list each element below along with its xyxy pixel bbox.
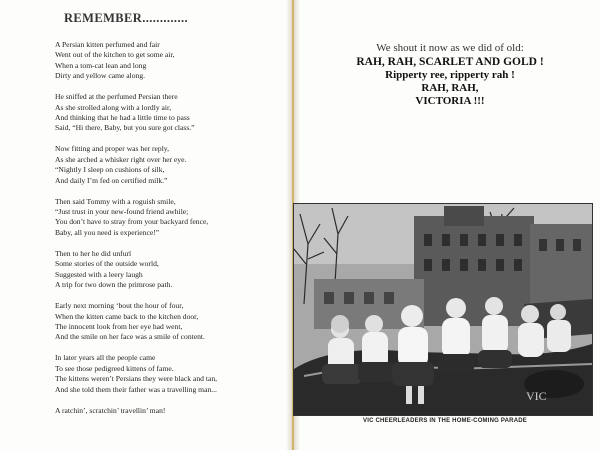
poem-line: To see those pedigreed kittens of fame.: [55, 363, 174, 373]
poem: [55, 40, 283, 427]
poem-line: When a tom-cat lean and long: [55, 60, 147, 70]
poem-line: “Just trust in your new-found friend awhile;: [55, 207, 189, 217]
poem-stanza: [55, 144, 283, 186]
poem-line: Dirty and yellow came along.: [55, 71, 146, 81]
poem-line: A ratchin’, scratchin’ travellin’ man!: [55, 405, 166, 415]
poem-line: When the kitten came back to the kitchen door,: [55, 311, 199, 321]
poem-line: The innocent look from her eye had went,: [55, 321, 183, 331]
photo-caption: VIC CHEERLEADERS IN THE HOME-COMING PARADE: [363, 418, 527, 424]
poem-line: He sniffed at the perfumed Persian there: [55, 92, 178, 102]
poem-line: Baby, all you need is experience!”: [55, 227, 160, 237]
poem-stanza: [55, 301, 283, 343]
poem-stanza: [55, 92, 283, 134]
poem-line: In later years all the people came: [55, 353, 156, 363]
poem-line: Went out of the kitchen to get some air,: [55, 50, 175, 60]
poem-stanza: [55, 40, 283, 82]
cheer-line-3: Ripperty ree, ripperty rah !: [385, 69, 515, 81]
poem-line: Said, “Hi there, Baby, but you sure got class.”: [55, 123, 195, 133]
poem-line: Some stories of the outside world,: [55, 259, 159, 269]
poem-line: And the smile on her face was a smile of content.: [55, 332, 205, 342]
poem-line: And she told them their father was a travelling man...: [55, 384, 217, 394]
cheer-line-2: RAH, RAH, SCARLET AND GOLD !: [356, 56, 544, 68]
cheer-line-1: We shout it now as we did of old:: [376, 42, 524, 54]
poem-line: Suggested with a leery laugh: [55, 269, 143, 279]
poem-line: You don’t have to stray from your backyard fence,: [55, 217, 209, 227]
cheerleaders-photo: [293, 203, 593, 416]
left-page: [0, 0, 286, 450]
poem-line: As she arched a whisker right over her eye.: [55, 154, 187, 164]
cheer-line-4: RAH, RAH,: [421, 82, 479, 94]
poem-title: REMEMBER.............: [64, 11, 189, 25]
school-cheer: [300, 42, 600, 108]
poem-stanza: [55, 406, 283, 416]
poem-line: And daily I’m fed on certified milk.”: [55, 175, 168, 185]
poem-line: A Persian kitten perfumed and fair: [55, 40, 160, 49]
poem-line: Then said Tommy with a roguish smile,: [55, 196, 176, 206]
poem-line: And thinking that he had a little time to pass: [55, 113, 190, 123]
poem-stanza: [55, 353, 283, 395]
poem-stanza: [55, 249, 283, 291]
poem-stanza: [55, 197, 283, 239]
poem-line: As she strolled along with a lordly air,: [55, 102, 172, 112]
poem-line: Now fitting and proper was her reply,: [55, 144, 170, 154]
poem-line: “Nightly I sleep on cushions of silk,: [55, 165, 165, 175]
poem-line: Then to her he did unfurl: [55, 248, 132, 258]
poem-line: The kittens weren’t Persians they were black and tan,: [55, 374, 218, 384]
poem-line: Early next morning ‘bout the hour of four,: [55, 301, 184, 311]
car-emblem: VIC: [526, 389, 547, 403]
cheer-line-5: VICTORIA !!!: [415, 95, 485, 107]
poem-line: A trip for two down the primrose path.: [55, 280, 173, 290]
